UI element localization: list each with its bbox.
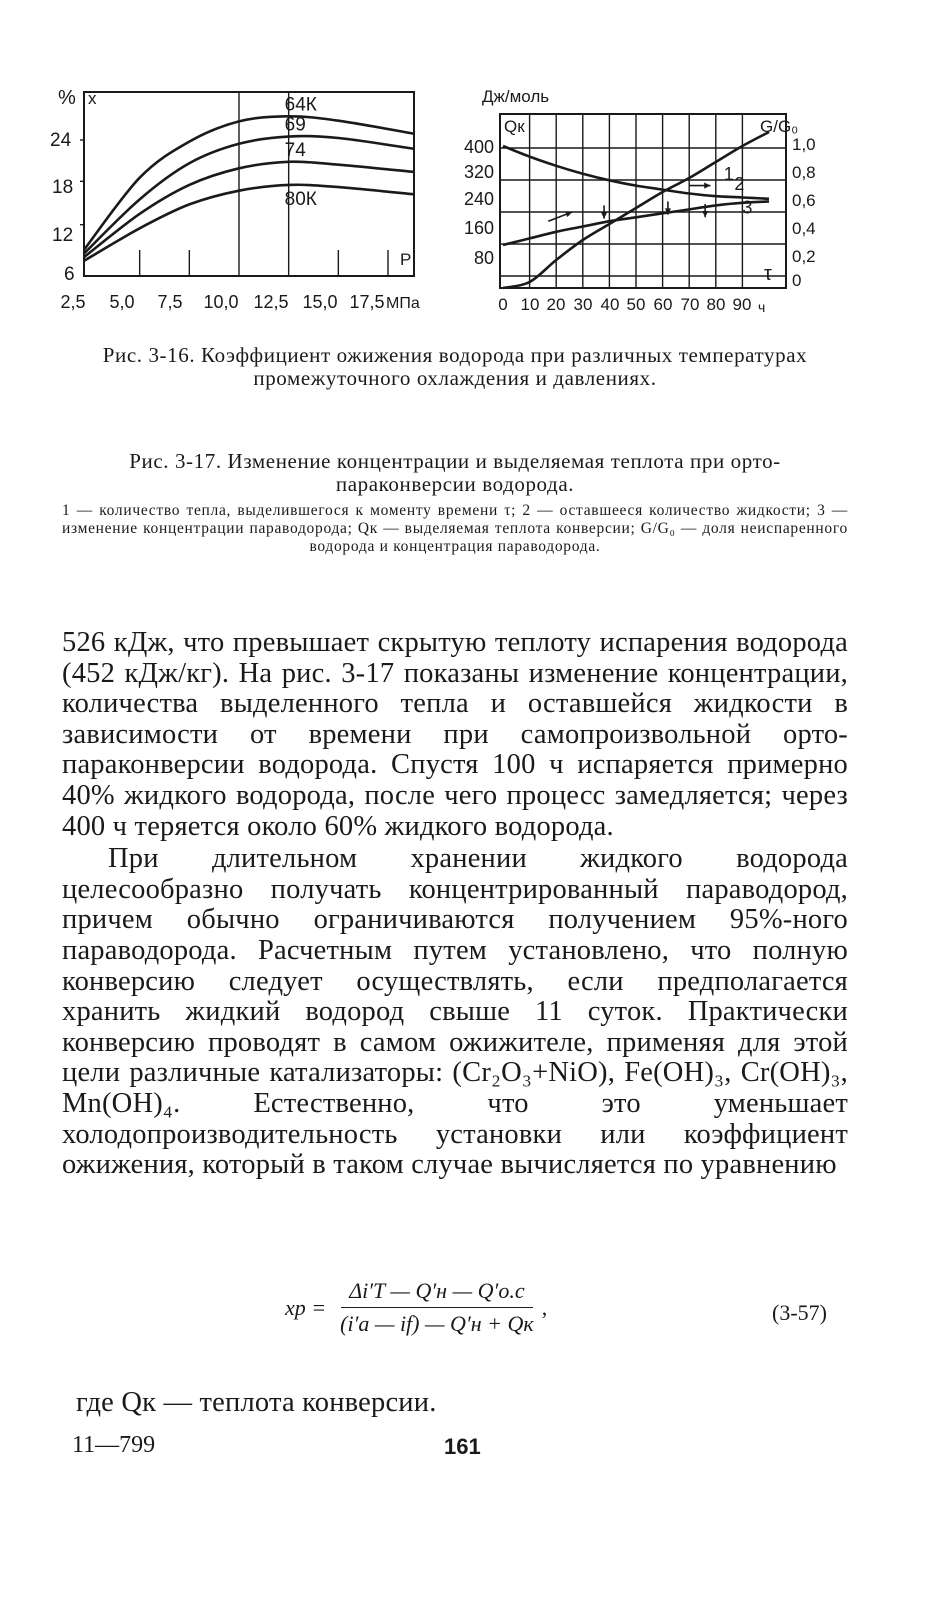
fig16-x-symbol: P: [400, 250, 412, 269]
fig17-x-tick: 90: [732, 295, 752, 314]
fig17-caption: Рис. 3-17. Изменение концентрации и выделяемая теплота при орто-параконверсии водорода.: [129, 449, 781, 496]
equation-number: (3-57): [772, 1300, 827, 1325]
fig16-x-tick: 5,0: [109, 292, 135, 312]
fig16-series-label: 64К: [284, 94, 317, 116]
body-text: [62, 628, 848, 1181]
fig16-series-line: [84, 116, 414, 250]
fig16-y-tick: 24: [50, 130, 72, 151]
fig17-x-tick: 40: [600, 295, 620, 314]
fig17-x-unit: ч: [758, 299, 766, 315]
fig16-x-tick: 7,5: [157, 292, 183, 312]
fig16-y-tick: 12: [52, 225, 74, 246]
fig17-y-right-tick: 0,4: [792, 219, 816, 238]
signature-mark: 11—799: [72, 1432, 156, 1458]
fig17-x-tick: 0: [498, 295, 508, 314]
fig17-y-right-tick: 0,2: [792, 247, 816, 266]
formula-numerator: Δi′T — Q′н — Q′о.с: [341, 1278, 532, 1308]
fig17-x-tick: 50: [626, 295, 646, 314]
equation-3-57: [285, 1278, 685, 1337]
fig17-y-right-tick: 0,6: [792, 191, 816, 210]
fig16-x-tick: 12,5: [253, 292, 289, 312]
fig16-series-label: 69: [284, 114, 306, 136]
fig17-x-tick: 70: [680, 295, 700, 314]
fig16-x-tick: 10,0: [203, 292, 239, 312]
fig16-series-label: 80К: [284, 188, 317, 210]
fig16-plot-area: [80, 92, 414, 276]
fig17-y-left-tick: 80: [473, 248, 494, 268]
fig16-y-tick: 6: [64, 264, 75, 285]
fig16-y-unit: %: [58, 87, 76, 109]
fig17-y-left-unit: Дж/моль: [482, 87, 550, 106]
formula-denominator: (i′a — if) — Q′н + Qк: [340, 1311, 534, 1336]
fig16-series-line: [84, 162, 414, 258]
fig17-y-left-tick: 160: [463, 218, 494, 238]
fig16-series-line: [84, 136, 414, 254]
fig17-x-tick: 10: [520, 295, 540, 314]
fig17-plot-area: [500, 114, 798, 288]
fig17-series-number: 3: [742, 197, 753, 218]
formula-fraction: [332, 1278, 542, 1337]
fig16-y-symbol: x: [88, 89, 97, 108]
fig16-x-tick: 17,5: [349, 292, 385, 312]
formula-comma: ,: [541, 1294, 548, 1320]
fig17-g-label: G/G₀: [760, 117, 799, 136]
fig16-x-tick: 15,0: [302, 292, 338, 312]
formula-lhs: xр =: [285, 1294, 327, 1320]
paragraph-2: При длительном хранении жидкого водорода целесообразно получать концентрированный параводород, причем обычно ограничиваются получением 95%-ного параводорода. Расчетным путем установлено, что полную конверсию следует осуществлять, если предполагается хранить жидкий водород свыше 11 суток. Практически конверсию проводят в самом ожижителе, применяя для этой цели различные катализаторы: (Cr₂O₃+NiO), Fe(OH)₃, Cr(OH)₃, Mn(OH)₄. Естественно, что это уменьшает холодопроизводительность установки или коэффициент ожижения, который в таком случае вычисляется по уравнению: [62, 843, 848, 1181]
fig17-x-tick: 20: [546, 295, 566, 314]
fig16-series-label: 74: [284, 139, 306, 161]
fig17-x-tick: 80: [706, 295, 726, 314]
fig17-x-tick: 60: [653, 295, 673, 314]
fig17-x-tick: 30: [573, 295, 593, 314]
paragraph-1: 526 кДж, что превышает скрытую теплоту испарения водорода (452 кДж/кг). На рис. 3-17 показаны изменение концентрации, количества выделенного тепла и оставшейся жидкости в зависимости от времени при самопроизвольной орто-параконверсии водорода. Спустя 100 ч испаряется примерно 40% жидкого водорода, после чего процесс замедляется; через 400 ч теряется около 60% жидкого водорода.: [62, 627, 848, 842]
fig17-arrowhead: [601, 212, 607, 218]
figure-3-17: [450, 80, 830, 320]
fig16-y-tick: 18: [52, 177, 74, 198]
fig17-y-right-tick: 1,0: [792, 135, 816, 154]
fig17-y-left-tick: 240: [463, 189, 494, 209]
fig17-arrowhead: [704, 183, 710, 189]
where-line: где Qк — теплота конверсии.: [76, 1387, 437, 1418]
fig17-tau-label: τ: [764, 263, 772, 285]
page-number: 161: [444, 1434, 481, 1459]
fig17-series-number: 1: [723, 164, 734, 184]
fig17-legend: 1 — количество тепла, выделившегося к моменту времени τ; 2 — оставшееся количество жидкости; 3 — изменение концентрации параводорода; Qк — выделяемая теплота конверсии; G/G₀ — доля неиспаренного водорода и концентрация параводорода.: [62, 502, 848, 555]
fig16-series-line: [84, 185, 414, 261]
fig16-x-tick: 2,5: [60, 292, 86, 312]
figure-3-16: [40, 70, 440, 330]
fig17-y-left-tick: 320: [463, 162, 494, 182]
fig17-series-number: 2: [734, 174, 745, 195]
fig17-y-right-tick: 0,8: [792, 163, 816, 182]
fig17-y-left-tick: 400: [463, 137, 494, 157]
fig17-arrowhead: [702, 211, 708, 217]
fig16-caption: Рис. 3-16. Коэффициент ожижения водорода при различных температурах промежуточного охлаждения и давлениях.: [102, 343, 808, 390]
fig17-y-right-tick: 0: [792, 271, 802, 290]
fig17-qk-label: Qк: [504, 117, 525, 136]
fig16-x-unit: МПа: [386, 295, 420, 312]
